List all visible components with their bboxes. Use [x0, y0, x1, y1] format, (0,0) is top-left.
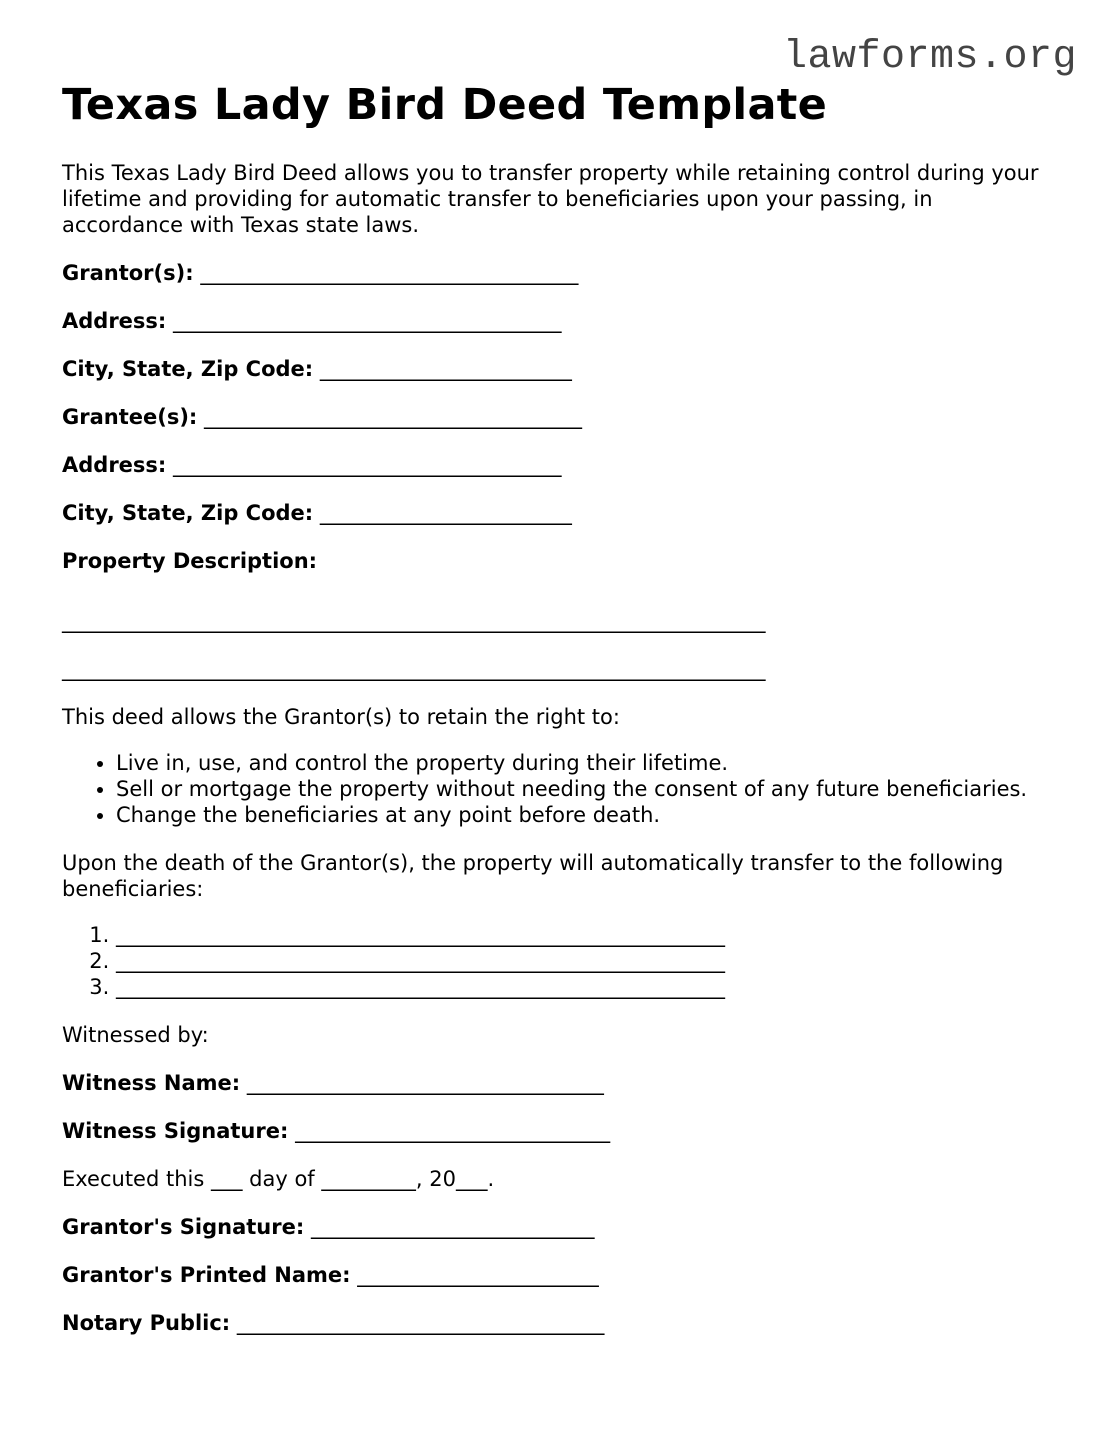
grantee-address-field [62, 452, 1052, 478]
grantee-city-label: City, State, Zip Code: [62, 501, 314, 525]
beneficiary-item: 2. __________________________________________________________ [116, 948, 1052, 974]
grantor-signature-field [62, 1214, 1052, 1240]
grantor-city-blank: ________________________ [319, 357, 572, 381]
grantee-label: Grantee(s): [62, 405, 198, 429]
document-content [62, 80, 1052, 1336]
notary-public-label: Notary Public: [62, 1311, 231, 1335]
grantee-city-field [62, 500, 1052, 526]
witness-name-blank: __________________________________ [246, 1071, 604, 1095]
document-title: Texas Lady Bird Deed Template [62, 80, 828, 130]
executed-line: Executed this ___ day of _________, 20___. [62, 1167, 495, 1191]
grantor-signature-label: Grantor's Signature: [62, 1215, 305, 1239]
grantor-field [62, 260, 1052, 286]
rights-list [62, 750, 1052, 828]
rights-item: • Change the beneficiaries at any point before death. [116, 802, 1052, 828]
grantor-label: Grantor(s): [62, 261, 194, 285]
witness-name-label: Witness Name: [62, 1071, 241, 1095]
grantor-address-blank: _____________________________________ [173, 309, 562, 333]
grantee-field [62, 404, 1052, 430]
grantor-city-label: City, State, Zip Code: [62, 357, 314, 381]
notary-public-field [62, 1310, 1052, 1336]
beneficiaries-intro: Upon the death of the Grantor(s), the property will automatically transfer to the following beneficiaries: [62, 851, 1004, 901]
grantor-address-label: Address: [62, 309, 167, 333]
watermark-logo: lawforms.org [782, 35, 1077, 80]
grantor-address-field [62, 308, 1052, 334]
property-description-label-row [62, 548, 1052, 574]
witness-signature-blank: ______________________________ [295, 1119, 611, 1143]
grantee-city-blank: ________________________ [319, 501, 572, 525]
grantor-printed-name-blank: _______________________ [357, 1263, 599, 1287]
grantee-address-blank: _____________________________________ [173, 453, 562, 477]
intro-paragraph: This Texas Lady Bird Deed allows you to transfer property while retaining control during your lifetime and providing for automatic transfer to beneficiaries upon your passing, in accordance with Texas state laws. [62, 161, 1039, 237]
notary-public-blank: ___________________________________ [236, 1311, 605, 1335]
grantor-blank: ____________________________________ [200, 261, 579, 285]
beneficiaries-list [62, 922, 1052, 1000]
witness-name-field [62, 1070, 1052, 1096]
property-description-label: Property Description: [62, 549, 318, 573]
grantor-printed-name-field [62, 1262, 1052, 1288]
property-description-line-2: ___________________________________________________________________ [62, 657, 766, 681]
rights-intro: This deed allows the Grantor(s) to retain the right to: [62, 705, 620, 729]
beneficiary-item: 3. __________________________________________________________ [116, 974, 1052, 1000]
witness-signature-field [62, 1118, 1052, 1144]
witnessed-by-label: Witnessed by: [62, 1023, 209, 1047]
grantor-signature-blank: ___________________________ [310, 1215, 595, 1239]
grantee-blank: ____________________________________ [204, 405, 583, 429]
rights-item: • Live in, use, and control the property during their lifetime. [116, 750, 1052, 776]
grantor-city-field [62, 356, 1052, 382]
rights-item: • Sell or mortgage the property without needing the consent of any future beneficiaries. [116, 776, 1052, 802]
beneficiary-item: 1. __________________________________________________________ [116, 922, 1052, 948]
grantee-address-label: Address: [62, 453, 167, 477]
witness-signature-label: Witness Signature: [62, 1119, 289, 1143]
grantor-printed-name-label: Grantor's Printed Name: [62, 1263, 351, 1287]
property-description-line-1: ___________________________________________________________________ [62, 609, 766, 633]
